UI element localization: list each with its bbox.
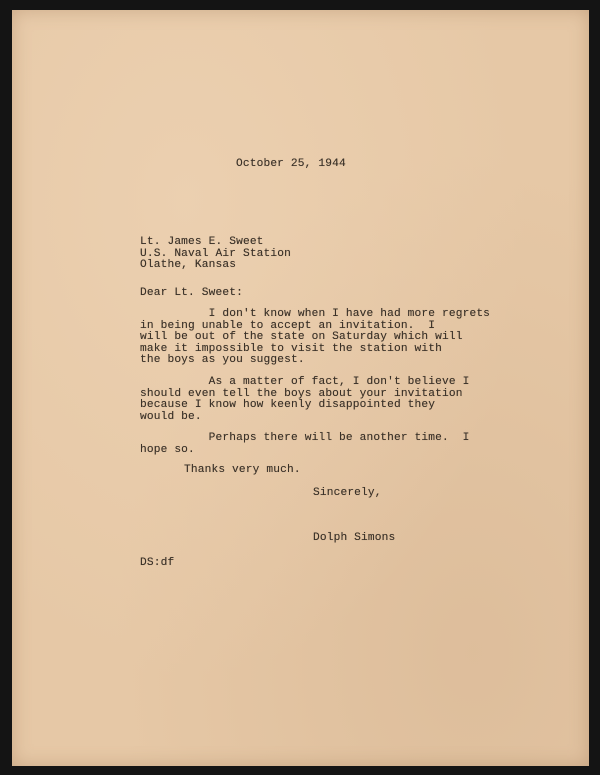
salutation: Dear Lt. Sweet:: [140, 287, 243, 299]
recipient-address: [140, 237, 291, 272]
paragraph-line: Perhaps there will be another time. I: [140, 432, 470, 444]
paragraph-line: make it impossible to visit the station with: [140, 342, 442, 355]
paragraph-line: should even tell the boys about your invitation: [140, 387, 463, 400]
letter-date: October 25, 1944: [236, 158, 346, 170]
recipient-name: Lt. James E. Sweet: [140, 236, 264, 248]
body-paragraph-3: [140, 433, 469, 456]
recipient-organization: U.S. Naval Air Station: [140, 247, 291, 260]
paragraph-line: will be out of the state on Saturday which will: [140, 331, 463, 343]
complimentary-closing: Sincerely,: [313, 487, 382, 499]
signer-name: Dolph Simons: [313, 532, 396, 544]
paragraph-line: the boys as you suggest.: [140, 354, 305, 366]
letter-page: [12, 10, 589, 766]
body-paragraph-2: [140, 377, 469, 423]
recipient-location: Olathe, Kansas: [140, 259, 237, 271]
paragraph-line: I don't know when I have had more regrets: [140, 308, 491, 320]
body-paragraph-1: [140, 309, 490, 367]
paragraph-line: would be.: [140, 410, 202, 423]
paragraph-line: hope so.: [140, 443, 195, 456]
reference-initials: DS:df: [140, 557, 175, 569]
paragraph-line: because I know how keenly disappointed they: [140, 399, 436, 411]
paragraph-line: in being unable to accept an invitation. I: [140, 319, 436, 332]
thanks-line: Thanks very much.: [184, 464, 301, 476]
paragraph-line: As a matter of fact, I don't believe I: [140, 376, 470, 388]
